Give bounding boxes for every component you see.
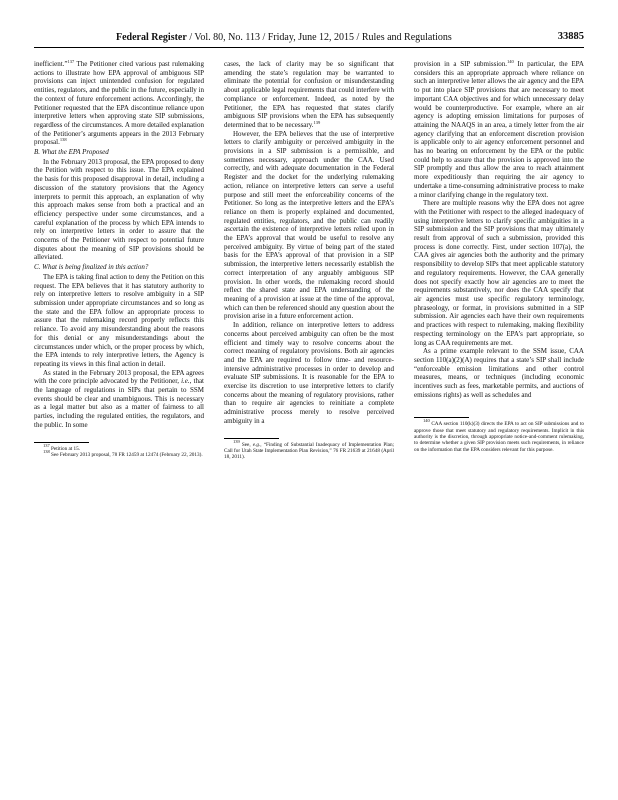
footnote-ref: 138	[59, 137, 67, 143]
publication-name: Federal Register	[116, 32, 187, 43]
column-1	[34, 60, 204, 458]
paragraph: As a prime example relevant to the SSM issue, CAA section 110(a)(2)(A) requires that a state’s SIP shall include “enforceable emission limitations and other control measures, means, or techniques (including economic incentives such as fees, marketable permits, and auctions of emissions rights) as well as schedules and	[414, 347, 584, 399]
footnote: $^{137}$ Petition at 15.	[43, 442, 81, 452]
paragraph: In the February 2013 proposal, the EPA proposed to deny the Petition with respect to this issue. The EPA explained the basis for this proposed disapproval in detail, including a discussion of the statutory provisions that the Agency interprets to permit this approach, an explanation of why this approach makes sense from both a practical and an efficiency perspective under some circumstances, and a careful explanation of the process by which EPA intends to rely on interpretive letters in order to assure that the concerns of the Petitioner with respect to potential future disputes about the meaning of SIP provisions should be alleviated.	[34, 157, 204, 262]
page-header	[34, 30, 584, 46]
header-rule	[34, 47, 584, 48]
section-heading: B. What the EPA Proposed	[34, 148, 109, 157]
paragraph: As stated in the February 2013 proposal, the EPA agrees with the core principle advocated by the Petitioner, i.e., that the language of regulations in SIPs that pertain to SSM events should be clear and unambiguous. This is necessary as a legal matter but also as a matter of fairness to all parties, including the regulated entities, the regulators, and the public. In some	[34, 368, 204, 429]
footnote: $^{139}$ See, e.g., “Finding of Substantial Inadequacy of Implementation Plan; Call for Utah State Implementation Plan Revision,” 76 FR 21639 at 21648 (April 18, 2011).	[224, 438, 394, 461]
footnote: $^{140}$ CAA section 110(k)(3) directs the EPA to act on SIP submissions and to approve those that meet statutory and regulatory requirements. Implicit in this authority is the discretion, through appropriate notice-and-comment rulemaking, to determine whether a given SIP provision meets such requirements, in reliance on the information that the EPA considers relevant for this purpose.	[414, 418, 584, 453]
paragraph: inefficient.”$^{137}$ The Petitioner cited various past rulemaking actions to illustrate how EPA approval of ambiguous SIP provisions can inject unintended confusion for regulated entities, regulators, and the public in the future, especially in the context of future enforcement actions. Accordingly, the Petitioner requested that the EPA discontinue reliance upon interpretive letters when approving state SIP submissions, regardless of the circumstances. A more detailed explanation of the Petitioner’s arguments appears in the 2013 February proposal.$^{138}$	[34, 59, 204, 147]
paragraph: However, the EPA believes that the use of interpretive letters to clarify ambiguity or perceived ambiguity in the provisions in a SIP submission is a permissible, and sometimes necessary, approach under the CAA. Used correctly, and with adequate documentation in the Federal Register and the docket for the underlying rulemaking action, reliance on interpretive letters can serve a useful purpose and still meet the enforceability concerns of the Petitioner. So long as the interpretive letters and the EPA’s reliance on them is properly explained and documented, regulated entities, regulators, and the public can readily ascertain the existence of interpretive letters relied upon in the EPA’s approval that would be useful to resolve any perceived ambiguity. By virtue of being part of the stated basis for the EPA’s approval of that provision in a SIP submission, the interpretive letters necessarily establish the correct interpretation of any arguably ambiguous SIP provision. In other words, the rulemaking record should reflect the shared state and EPA understanding of the meaning of a provision at issue at the time of the approval, which can then be referenced should any question about the provision arise in a future enforcement action.	[224, 129, 394, 321]
footnote-ref: 140	[507, 59, 514, 64]
paragraph: In addition, reliance on interpretive letters to address concerns about perceived ambiguity can often be the most efficient and timely way to resolve concerns about the correct meaning of regulatory provisions. Both air agencies and the EPA are required to follow time- and resource-intensive administrative processes in order to develop and evaluate SIP submissions. It is reasonable for the EPA to exercise its discretion to use interpretive letters to clarify concerns about the meaning of regulatory provisions, rather than to require air agencies to reinitiate a complete administrative process merely to resolve perceived ambiguity in a	[224, 321, 394, 425]
footnote-ref: 139	[313, 119, 321, 125]
paragraph: The EPA is taking final action to deny the Petition on this request. The EPA believes that it has statutory authority to rely on interpretive letters to resolve ambiguity in a SIP submission under appropriate circumstances and so long as the state and the EPA follow an appropriate process to assure that the rulemaking record properly reflects this reliance. To avoid any misunderstanding about the reasons for this denial or any misunderstandings about the circumstances under which, or the proper process by which, the EPA intends to rely interpretive letters, the Agency is repeating its views in this final action in detail.	[34, 272, 204, 368]
paragraph: provision in a SIP submission.$^{140}$ In particular, the EPA considers this an appropriate approach where reliance on such an interpretive letter allows the air agency and the EPA to put into place SIP provisions that are necessary to meet important CAA objectives and for which unnecessary delay would be counterproductive. For example, where an air agency is adopting emission limitations for purposes of attaining the NAAQS in an area, a timely letter from the air agency clarifying that an enforcement discretion provision is applicable only to air agency enforcement personnel and has no bearing on enforcement by the EPA or the public could help to assure that the provision is approved into the SIP promptly and thus allow the area to reach attainment more expeditiously than requiring the air agency to undertake a time-consuming administrative process to make a minor clarifying change in the regulatory text.	[414, 59, 584, 199]
section-heading: C. What is being finalized in this action?	[34, 263, 149, 272]
column-2	[224, 60, 394, 460]
running-head	[116, 32, 452, 43]
footnote: $^{138}$ See February 2013 proposal, 78 FR 12459 at 12474 (February 22, 2013).	[43, 448, 203, 458]
issue-info: / Vol. 80, No. 113 / Friday, June 12, 2015 / Rules and Regulations	[186, 32, 452, 43]
paragraph: cases, the lack of clarity may be so significant that amending the state’s regulation may be warranted to eliminate the potential for confusion or misunderstanding about applicable legal requirements that could interfere with compliance or enforcement. Indeed, as noted by the Petitioner, the EPA has requested that states clarify ambiguous SIP provisions when the EPA has subsequently determined that to be necessary.$^{139}$	[224, 60, 394, 129]
paragraph: There are multiple reasons why the EPA does not agree with the Petitioner with respect to the alleged inadequacy of using interpretive letters to clarify specific ambiguities in a SIP submission and the SIP provisions that may ultimately result from approval of such a submission, provided this process is done correctly. First, under section 107(a), the CAA gives air agencies both the authority and the primary responsibility to develop SIPs that meet applicable statutory and regulatory requirements. However, the CAA generally does not specify exactly how air agencies are to meet the requirements substantively, nor does the CAA specify that air agencies must use specific regulatory terminology, phraseology, or format, in provisions submitted in a SIP submission. Air agencies each have their own requirements and practices with respect to rulemaking, making flexibility respecting terminology on the EPA’s part appropriate, so long as CAA requirements are met.	[414, 199, 584, 347]
column-3	[414, 60, 584, 453]
page-number: 33885	[557, 31, 584, 42]
footnote-ref: 137	[67, 59, 75, 64]
